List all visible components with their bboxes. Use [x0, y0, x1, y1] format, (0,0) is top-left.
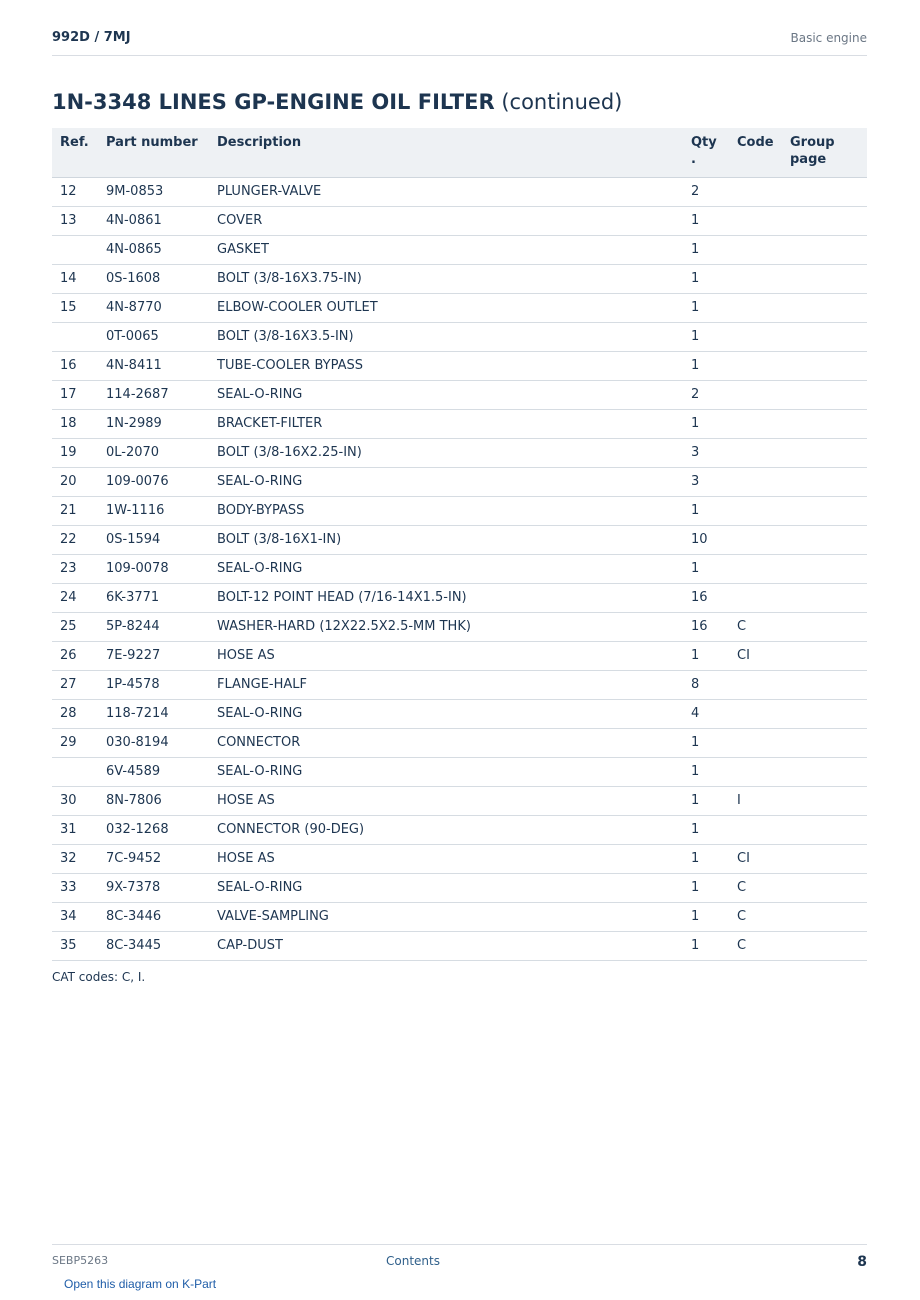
- parts-table-body: [52, 177, 867, 960]
- cell-group-page: [782, 670, 867, 699]
- cell-qty: 1: [683, 844, 729, 873]
- table-row: [52, 757, 867, 786]
- cell-description: BOLT (3/8-16X3.5-IN): [209, 322, 683, 351]
- cell-code: [729, 525, 782, 554]
- page-footer: [52, 1244, 867, 1270]
- cell-description: CAP-DUST: [209, 931, 683, 960]
- cell-description: SEAL-O-RING: [209, 554, 683, 583]
- cell-ref: 29: [52, 728, 98, 757]
- cell-group-page: [782, 235, 867, 264]
- cell-code: [729, 699, 782, 728]
- cell-qty: 1: [683, 757, 729, 786]
- cell-part-number: 8C-3445: [98, 931, 209, 960]
- cell-group-page: [782, 554, 867, 583]
- cell-group-page: [782, 177, 867, 206]
- cell-qty: 1: [683, 206, 729, 235]
- document-id: SEBP5263: [52, 1254, 109, 1267]
- cell-part-number: 6K-3771: [98, 583, 209, 612]
- cell-description: SEAL-O-RING: [209, 699, 683, 728]
- table-row: [52, 438, 867, 467]
- cell-ref: [52, 322, 98, 351]
- table-row: [52, 670, 867, 699]
- cell-part-number: 6V-4589: [98, 757, 209, 786]
- cell-ref: 25: [52, 612, 98, 641]
- cell-description: BOLT (3/8-16X1-IN): [209, 525, 683, 554]
- cell-part-number: 5P-8244: [98, 612, 209, 641]
- cell-group-page: [782, 467, 867, 496]
- cell-part-number: 030-8194: [98, 728, 209, 757]
- cell-part-number: 114-2687: [98, 380, 209, 409]
- cell-code: [729, 409, 782, 438]
- cell-description: HOSE AS: [209, 844, 683, 873]
- col-header-group-page: Group page: [782, 128, 867, 177]
- page-title: [52, 90, 622, 114]
- cell-ref: 18: [52, 409, 98, 438]
- cell-part-number: 8C-3446: [98, 902, 209, 931]
- cell-part-number: 1P-4578: [98, 670, 209, 699]
- cell-qty: 1: [683, 351, 729, 380]
- cell-part-number: 1N-2989: [98, 409, 209, 438]
- contents-link[interactable]: Contents: [386, 1254, 440, 1268]
- cell-qty: 1: [683, 264, 729, 293]
- cell-group-page: [782, 844, 867, 873]
- cell-ref: 32: [52, 844, 98, 873]
- cell-group-page: [782, 322, 867, 351]
- cell-code: [729, 670, 782, 699]
- cell-code: [729, 206, 782, 235]
- cell-part-number: 118-7214: [98, 699, 209, 728]
- cell-description: CONNECTOR: [209, 728, 683, 757]
- cell-group-page: [782, 757, 867, 786]
- table-row: [52, 293, 867, 322]
- cell-group-page: [782, 612, 867, 641]
- cell-code: [729, 815, 782, 844]
- table-row: [52, 931, 867, 960]
- table-row: [52, 844, 867, 873]
- cell-qty: 1: [683, 554, 729, 583]
- cell-group-page: [782, 293, 867, 322]
- table-row: [52, 902, 867, 931]
- cell-ref: 21: [52, 496, 98, 525]
- cell-description: GASKET: [209, 235, 683, 264]
- cell-qty: 2: [683, 177, 729, 206]
- cell-code: [729, 351, 782, 380]
- cell-ref: 31: [52, 815, 98, 844]
- cell-part-number: 0S-1608: [98, 264, 209, 293]
- group-title: 1N-3348 LINES GP-ENGINE OIL FILTER: [52, 90, 495, 114]
- cell-code: [729, 554, 782, 583]
- cell-description: HOSE AS: [209, 641, 683, 670]
- parts-table: [52, 128, 867, 961]
- cell-part-number: 8N-7806: [98, 786, 209, 815]
- cell-code: C: [729, 873, 782, 902]
- cell-ref: 23: [52, 554, 98, 583]
- cell-description: TUBE-COOLER BYPASS: [209, 351, 683, 380]
- cell-group-page: [782, 438, 867, 467]
- cell-description: FLANGE-HALF: [209, 670, 683, 699]
- cell-part-number: 032-1268: [98, 815, 209, 844]
- cell-description: WASHER-HARD (12X22.5X2.5-MM THK): [209, 612, 683, 641]
- cell-description: HOSE AS: [209, 786, 683, 815]
- cell-code: C: [729, 612, 782, 641]
- cell-code: [729, 322, 782, 351]
- cell-group-page: [782, 699, 867, 728]
- cell-code: [729, 235, 782, 264]
- cell-ref: 16: [52, 351, 98, 380]
- table-row: [52, 206, 867, 235]
- continued-label: (continued): [501, 90, 623, 114]
- table-row: [52, 815, 867, 844]
- cell-code: CI: [729, 844, 782, 873]
- cell-qty: 1: [683, 322, 729, 351]
- table-row: [52, 264, 867, 293]
- table-row: [52, 786, 867, 815]
- cell-description: SEAL-O-RING: [209, 467, 683, 496]
- cell-description: CONNECTOR (90-DEG): [209, 815, 683, 844]
- cell-ref: 26: [52, 641, 98, 670]
- cell-ref: 22: [52, 525, 98, 554]
- cell-ref: 34: [52, 902, 98, 931]
- cell-description: ELBOW-COOLER OUTLET: [209, 293, 683, 322]
- cell-ref: 15: [52, 293, 98, 322]
- col-header-part-number: Part number: [98, 128, 209, 177]
- cell-part-number: 109-0076: [98, 467, 209, 496]
- cell-code: [729, 380, 782, 409]
- cell-qty: 1: [683, 641, 729, 670]
- cell-qty: 1: [683, 786, 729, 815]
- col-header-ref: Ref.: [52, 128, 98, 177]
- cell-part-number: 0T-0065: [98, 322, 209, 351]
- cell-description: BOLT (3/8-16X3.75-IN): [209, 264, 683, 293]
- cell-ref: 19: [52, 438, 98, 467]
- table-row: [52, 583, 867, 612]
- cell-code: [729, 496, 782, 525]
- cell-group-page: [782, 902, 867, 931]
- cell-description: SEAL-O-RING: [209, 873, 683, 902]
- cell-qty: 8: [683, 670, 729, 699]
- cat-codes-note: CAT codes: C, I.: [52, 970, 146, 984]
- machine-model: 992D / 7MJ: [52, 30, 131, 45]
- cell-ref: 28: [52, 699, 98, 728]
- table-row: [52, 322, 867, 351]
- table-row: [52, 380, 867, 409]
- cell-code: [729, 467, 782, 496]
- table-row: [52, 873, 867, 902]
- cell-description: COVER: [209, 206, 683, 235]
- cell-group-page: [782, 380, 867, 409]
- cell-part-number: 4N-0865: [98, 235, 209, 264]
- cell-description: BOLT-12 POINT HEAD (7/16-14X1.5-IN): [209, 583, 683, 612]
- table-row: [52, 699, 867, 728]
- table-row: [52, 351, 867, 380]
- col-header-qty: Qty .: [683, 128, 729, 177]
- cell-part-number: 9X-7378: [98, 873, 209, 902]
- cell-ref: 14: [52, 264, 98, 293]
- cell-qty: 1: [683, 728, 729, 757]
- col-header-description: Description: [209, 128, 683, 177]
- cell-description: BRACKET-FILTER: [209, 409, 683, 438]
- cell-group-page: [782, 409, 867, 438]
- cell-ref: 17: [52, 380, 98, 409]
- table-row: [52, 235, 867, 264]
- table-row: [52, 728, 867, 757]
- cell-qty: 10: [683, 525, 729, 554]
- cell-description: BOLT (3/8-16X2.25-IN): [209, 438, 683, 467]
- cell-code: CI: [729, 641, 782, 670]
- cell-qty: 1: [683, 873, 729, 902]
- cell-qty: 16: [683, 612, 729, 641]
- cell-description: SEAL-O-RING: [209, 757, 683, 786]
- cell-part-number: 4N-8411: [98, 351, 209, 380]
- cell-code: [729, 757, 782, 786]
- cell-code: [729, 583, 782, 612]
- cell-part-number: 4N-8770: [98, 293, 209, 322]
- cell-part-number: 7E-9227: [98, 641, 209, 670]
- cell-code: [729, 264, 782, 293]
- table-row: [52, 496, 867, 525]
- cell-part-number: 7C-9452: [98, 844, 209, 873]
- cell-part-number: 9M-0853: [98, 177, 209, 206]
- table-header-row: [52, 128, 867, 177]
- cell-ref: 35: [52, 931, 98, 960]
- cell-description: PLUNGER-VALVE: [209, 177, 683, 206]
- cell-description: VALVE-SAMPLING: [209, 902, 683, 931]
- cell-code: [729, 177, 782, 206]
- cell-ref: 20: [52, 467, 98, 496]
- cell-qty: 4: [683, 699, 729, 728]
- col-header-code: Code: [729, 128, 782, 177]
- cell-ref: 33: [52, 873, 98, 902]
- cell-part-number: 109-0078: [98, 554, 209, 583]
- cell-group-page: [782, 264, 867, 293]
- cell-part-number: 0S-1594: [98, 525, 209, 554]
- cell-qty: 1: [683, 496, 729, 525]
- cell-group-page: [782, 351, 867, 380]
- table-row: [52, 554, 867, 583]
- cell-ref: [52, 235, 98, 264]
- cell-code: I: [729, 786, 782, 815]
- table-row: [52, 525, 867, 554]
- cell-ref: 12: [52, 177, 98, 206]
- table-row: [52, 612, 867, 641]
- table-row: [52, 177, 867, 206]
- cell-qty: 3: [683, 438, 729, 467]
- cell-group-page: [782, 583, 867, 612]
- cell-ref: 30: [52, 786, 98, 815]
- cell-qty: 1: [683, 293, 729, 322]
- table-row: [52, 467, 867, 496]
- cell-group-page: [782, 641, 867, 670]
- table-row: [52, 641, 867, 670]
- section-name: Basic engine: [790, 31, 867, 45]
- cell-code: [729, 728, 782, 757]
- cell-ref: 27: [52, 670, 98, 699]
- cell-group-page: [782, 525, 867, 554]
- cell-qty: 1: [683, 902, 729, 931]
- page-number: 8: [857, 1254, 867, 1270]
- cell-group-page: [782, 206, 867, 235]
- page-header: [52, 28, 867, 56]
- cell-code: C: [729, 931, 782, 960]
- cell-part-number: 4N-0861: [98, 206, 209, 235]
- cell-description: BODY-BYPASS: [209, 496, 683, 525]
- cell-ref: 24: [52, 583, 98, 612]
- table-row: [52, 409, 867, 438]
- cell-ref: 13: [52, 206, 98, 235]
- cell-group-page: [782, 815, 867, 844]
- cell-qty: 1: [683, 235, 729, 264]
- cell-qty: 2: [683, 380, 729, 409]
- cell-qty: 16: [683, 583, 729, 612]
- cell-group-page: [782, 786, 867, 815]
- cell-code: [729, 438, 782, 467]
- cell-description: SEAL-O-RING: [209, 380, 683, 409]
- cell-group-page: [782, 931, 867, 960]
- cell-qty: 1: [683, 931, 729, 960]
- kpart-link[interactable]: Open this diagram on K-Part: [64, 1277, 217, 1291]
- cell-qty: 1: [683, 815, 729, 844]
- cell-part-number: 1W-1116: [98, 496, 209, 525]
- cell-qty: 3: [683, 467, 729, 496]
- cell-ref: [52, 757, 98, 786]
- cell-group-page: [782, 873, 867, 902]
- cell-part-number: 0L-2070: [98, 438, 209, 467]
- cell-group-page: [782, 728, 867, 757]
- cell-qty: 1: [683, 409, 729, 438]
- cell-code: C: [729, 902, 782, 931]
- cell-code: [729, 293, 782, 322]
- cell-group-page: [782, 496, 867, 525]
